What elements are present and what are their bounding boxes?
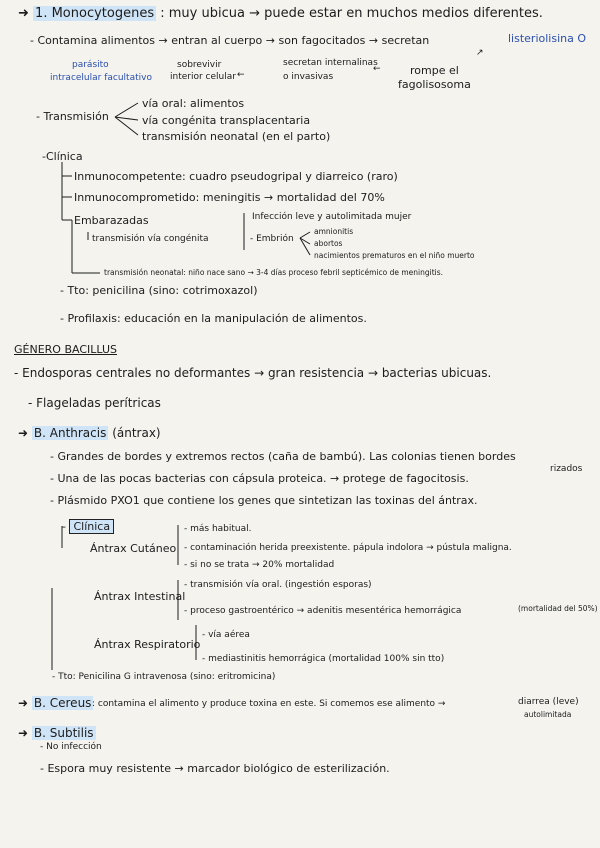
arrow-icon: → bbox=[368, 34, 382, 47]
inmunocomprometido: Inmunocomprometido: meningitis → mortalidad del 70% bbox=[74, 191, 385, 204]
endosporas: - Endosporas centrales no deformantes → gran resistencia → bacterias ubicuas. bbox=[14, 366, 492, 380]
cont-a: - Contamina alimentos bbox=[30, 34, 155, 47]
embrion: - Embrión bbox=[250, 234, 294, 244]
antrax-respiratorio: Ántrax Respiratorio bbox=[94, 638, 201, 651]
arrow-icon: → bbox=[158, 34, 172, 47]
secretan-internalinas: secretan internalinas bbox=[283, 58, 378, 68]
anthracis-title: B. Anthracis bbox=[33, 426, 107, 440]
trans-congenita: transmisión vía congénita bbox=[92, 234, 209, 244]
respiratorio-item-1: - vía aérea bbox=[202, 630, 250, 640]
trans-item-1: vía oral: alimentos bbox=[142, 97, 245, 110]
autolimitada: autolimitada bbox=[524, 710, 572, 719]
embrion-item-1: amnionitis bbox=[314, 227, 354, 236]
listeria-title: 1. Monocytogenes bbox=[35, 6, 155, 21]
anthracis-title-line bbox=[18, 426, 161, 440]
cereus-line bbox=[18, 696, 93, 710]
mortalidad-note: (mortalidad del 50%) bbox=[518, 604, 598, 613]
cont-c: son fagocitados bbox=[278, 34, 366, 47]
inmunocompetente: Inmunocompetente: cuadro pseudogripal y diarreico (raro) bbox=[74, 170, 398, 183]
genero-bacillus: GÉNERO BACILLUS bbox=[14, 343, 117, 356]
listeria-title-rest: : muy ubicua → puede estar en muchos medios diferentes. bbox=[160, 6, 543, 21]
cont-d: secretan bbox=[381, 34, 430, 47]
subtilis-item-2: - Espora muy resistente → marcador biológico de esterilización. bbox=[40, 762, 390, 775]
cont-b: entran al cuerpo bbox=[171, 34, 263, 47]
profilaxis: - Profilaxis: educación en la manipulación de alimentos. bbox=[60, 312, 367, 325]
anthracis-tto: - Tto: Penicilina G intravenosa (sino: eritromicina) bbox=[52, 672, 276, 682]
trans-item-3: transmisión neonatal (en el parto) bbox=[142, 130, 331, 143]
rizados: rizados bbox=[550, 464, 583, 474]
embrion-item-2: abortos bbox=[314, 239, 343, 248]
antrax-cutaneo: Ántrax Cutáneo bbox=[90, 542, 177, 555]
arrow-left-icon: ← bbox=[237, 70, 245, 80]
intestinal-item-2: - proceso gastroentérico → adenitis mesentérica hemorrágica bbox=[184, 606, 462, 616]
cereus-title: B. Cereus bbox=[33, 696, 92, 710]
embrion-item-3: nacimientos prematuros en el niño muerto bbox=[314, 251, 475, 260]
trans-neonatal: transmisión neonatal: niño nace sano → 3-4 días proceso febril septicémico de meningitis. bbox=[104, 268, 444, 277]
antrax-intestinal: Ántrax Intestinal bbox=[94, 590, 186, 603]
diarrea: diarrea (leve) bbox=[518, 697, 579, 707]
invasivas: o invasivas bbox=[283, 72, 334, 82]
cutaneo-item-2: - contaminación herida preexistente. pápula indolora → pústula maligna. bbox=[184, 543, 512, 553]
listeria-tto: - Tto: penicilina (sino: cotrimoxazol) bbox=[60, 284, 258, 297]
clinica-label: -Clínica bbox=[42, 150, 83, 163]
cereus-rest: : contamina el alimento y produce toxina en este. Si comemos ese alimento → bbox=[92, 699, 446, 709]
arrow-right-icon: ➜ bbox=[18, 696, 29, 710]
arrow-icon: → bbox=[265, 34, 279, 47]
trans-item-2: vía congénita transplacentaria bbox=[142, 114, 311, 127]
anthracis-rest: (ántrax) bbox=[112, 426, 161, 440]
cutaneo-item-1: - más habitual. bbox=[184, 524, 252, 534]
arrow-right-icon: ➜ bbox=[18, 726, 29, 740]
respiratorio-item-2: - mediastinitis hemorrágica (mortalidad 100% sin tto) bbox=[202, 654, 445, 664]
plasmido: - Plásmido PXO1 que contiene los genes que sintetizan las toxinas del ántrax. bbox=[50, 494, 478, 507]
contamina-line bbox=[30, 34, 429, 47]
listeria-title-line bbox=[18, 6, 543, 21]
embarazadas: Embarazadas bbox=[74, 214, 149, 227]
flageladas: - Flageladas perítricas bbox=[28, 396, 161, 410]
anthracis-clinica: - Clínica bbox=[62, 520, 114, 533]
intestinal-item-1: - transmisión vía oral. (ingestión esporas) bbox=[184, 580, 372, 590]
transmision-label: - Transmisión bbox=[36, 110, 109, 123]
arrow-left-icon: ← bbox=[373, 64, 381, 74]
subtilis-item-1: - No infección bbox=[40, 742, 102, 752]
infeccion-leve: Infección leve y autolimitada mujer bbox=[252, 212, 412, 222]
interior-celular: interior celular bbox=[170, 72, 236, 82]
listeriolisina: listeriolisina O bbox=[508, 32, 586, 45]
cutaneo-item-3: - si no se trata → 20% mortalidad bbox=[184, 560, 335, 570]
subtilis-line bbox=[18, 726, 96, 740]
subtilis-title: B. Subtilis bbox=[33, 726, 94, 740]
clinica-box: Clínica bbox=[69, 519, 114, 534]
parasito: parásito bbox=[72, 60, 109, 70]
sobrevivir: sobrevivir bbox=[177, 60, 222, 70]
una-pocas: - Una de las pocas bacterias con cápsula proteica. → protege de fagocitosis. bbox=[50, 472, 469, 485]
arrow-up-right-icon: ↗ bbox=[476, 48, 484, 58]
fagolisosoma: fagolisosoma bbox=[398, 78, 471, 91]
grandes: - Grandes de bordes y extremos rectos (caña de bambú). Las colonias tienen bordes bbox=[50, 450, 516, 463]
arrow-right-icon: ➜ bbox=[18, 426, 29, 440]
arrow-right-icon: ➜ bbox=[18, 6, 29, 21]
intracelular-facultativo: intracelular facultativo bbox=[50, 73, 152, 83]
rompe: rompe el bbox=[410, 64, 459, 77]
